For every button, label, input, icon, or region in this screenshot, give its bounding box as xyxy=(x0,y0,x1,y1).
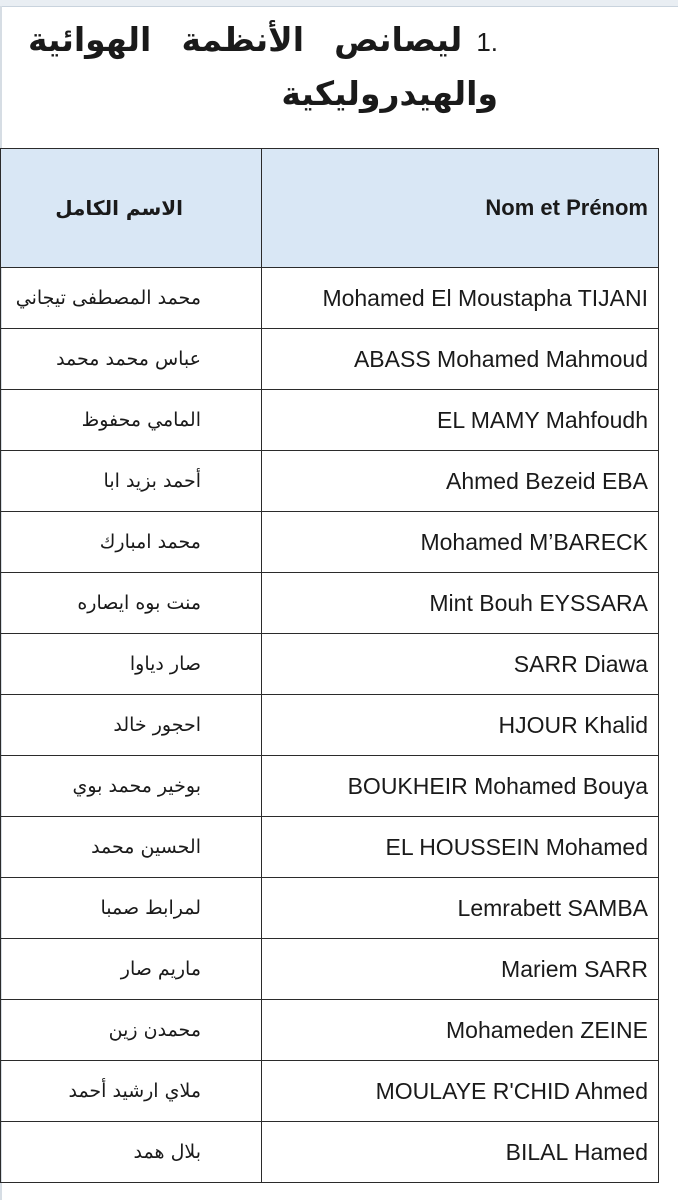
table-row xyxy=(1,390,659,451)
names-table xyxy=(0,148,659,1183)
cell-arabic-name: ملاي ارشيد أحمد xyxy=(1,1061,262,1122)
cell-french-name: EL HOUSSEIN Mohamed xyxy=(262,817,659,878)
table-row xyxy=(1,512,659,573)
heading-number: 1. xyxy=(476,27,498,57)
table-body xyxy=(1,268,659,1183)
table-row xyxy=(1,329,659,390)
heading-line-2: والهيدروليكية xyxy=(281,74,498,113)
table-row xyxy=(1,939,659,1000)
cell-arabic-name: صار دياوا xyxy=(1,634,262,695)
cell-arabic-name: لمرابط صمبا xyxy=(1,878,262,939)
cell-french-name: ABASS Mohamed Mahmoud xyxy=(262,329,659,390)
cell-arabic-name: احجور خالد xyxy=(1,695,262,756)
cell-french-name: Mint Bouh EYSSARA xyxy=(262,573,659,634)
cell-french-name: SARR Diawa xyxy=(262,634,659,695)
heading-word-1: ليصانص xyxy=(334,20,463,59)
top-edge-bar xyxy=(0,0,678,7)
cell-french-name: BILAL Hamed xyxy=(262,1122,659,1183)
heading-line-1 xyxy=(28,18,498,64)
cell-french-name: Mohamed M’BARECK xyxy=(262,512,659,573)
cell-french-name: BOUKHEIR Mohamed Bouya xyxy=(262,756,659,817)
cell-arabic-name: بلال همد xyxy=(1,1122,262,1183)
table-row xyxy=(1,817,659,878)
table-row xyxy=(1,1122,659,1183)
cell-arabic-name: محمد المصطفى تيجاني xyxy=(1,268,262,329)
names-table-wrapper xyxy=(0,148,658,1183)
section-heading xyxy=(28,18,498,116)
table-row xyxy=(1,634,659,695)
table-header-row xyxy=(1,149,659,268)
cell-arabic-name: محمد امبارك xyxy=(1,512,262,573)
cell-french-name: EL MAMY Mahfoudh xyxy=(262,390,659,451)
cell-arabic-name: عباس محمد محمد xyxy=(1,329,262,390)
table-row xyxy=(1,878,659,939)
heading-word-3: الهوائية xyxy=(28,20,152,59)
header-french-name: Nom et Prénom xyxy=(262,149,659,268)
cell-french-name: Mohameden ZEINE xyxy=(262,1000,659,1061)
cell-arabic-name: محمدن زين xyxy=(1,1000,262,1061)
table-row xyxy=(1,695,659,756)
cell-french-name: Ahmed Bezeid EBA xyxy=(262,451,659,512)
cell-french-name: Lemrabett SAMBA xyxy=(262,878,659,939)
table-row xyxy=(1,1000,659,1061)
cell-arabic-name: ماريم صار xyxy=(1,939,262,1000)
table-row xyxy=(1,1061,659,1122)
heading-first-group xyxy=(334,18,498,64)
cell-arabic-name: منت بوه ايصاره xyxy=(1,573,262,634)
table-row xyxy=(1,451,659,512)
table-row xyxy=(1,756,659,817)
cell-french-name: MOULAYE R'CHID Ahmed xyxy=(262,1061,659,1122)
table-row xyxy=(1,573,659,634)
cell-french-name: HJOUR Khalid xyxy=(262,695,659,756)
cell-arabic-name: الحسين محمد xyxy=(1,817,262,878)
heading-word-2: الأنظمة xyxy=(181,20,305,59)
cell-french-name: Mariem SARR xyxy=(262,939,659,1000)
cell-french-name: Mohamed El Moustapha TIJANI xyxy=(262,268,659,329)
cell-arabic-name: بوخير محمد بوي xyxy=(1,756,262,817)
table-row xyxy=(1,268,659,329)
cell-arabic-name: المامي محفوظ xyxy=(1,390,262,451)
cell-arabic-name: أحمد بزيد ابا xyxy=(1,451,262,512)
header-arabic-name: الاسم الكامل xyxy=(1,149,262,268)
